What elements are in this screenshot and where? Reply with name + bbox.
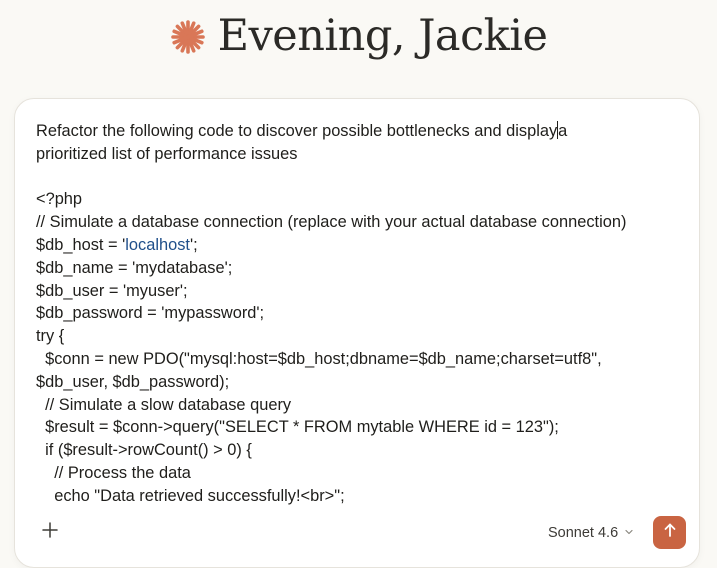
prompt-line: $db_name = 'mydatabase'; bbox=[36, 258, 233, 277]
prompt-line: try { bbox=[36, 327, 65, 346]
prompt-line bbox=[36, 166, 686, 189]
prompt-composer[interactable] bbox=[14, 98, 700, 568]
greeting-text: Evening, Jackie bbox=[217, 11, 548, 61]
arrow-up-icon bbox=[662, 522, 678, 543]
plus-icon bbox=[42, 522, 58, 543]
prompt-line: if ($result->rowCount() > 0) { bbox=[36, 441, 252, 460]
prompt-line: Refactor the following code to discover possible bottlenecks and displaya bbox=[36, 122, 568, 140]
prompt-line: $db_password = 'mypassword'; bbox=[36, 304, 265, 323]
prompt-line: $db_user, $db_password); bbox=[36, 372, 230, 391]
text-caret bbox=[557, 121, 558, 139]
prompt-line: <?php bbox=[36, 190, 83, 209]
chevron-down-icon bbox=[624, 525, 634, 541]
claude-spark-icon bbox=[170, 19, 206, 55]
prompt-line: $db_user = 'myuser'; bbox=[36, 281, 188, 300]
add-attachment-button[interactable] bbox=[37, 519, 63, 545]
greeting bbox=[0, 10, 717, 62]
prompt-line: // Simulate a slow database query bbox=[36, 395, 292, 414]
prompt-line: prioritized list of performance issues bbox=[36, 144, 298, 163]
model-label: Sonnet 4.6 bbox=[548, 525, 619, 541]
prompt-line: $conn = new PDO("mysql:host=$db_host;dbname=$db_name;charset=utf8", bbox=[36, 349, 602, 368]
prompt-line: echo "Data retrieved successfully!<br>"; bbox=[36, 486, 345, 505]
model-selector[interactable] bbox=[548, 522, 634, 544]
prompt-line: $result = $conn->query("SELECT * FROM mytable WHERE id = 123"); bbox=[36, 418, 559, 437]
prompt-line: $db_host = 'localhost'; bbox=[36, 235, 198, 254]
prompt-input[interactable] bbox=[36, 120, 686, 510]
prompt-line: // Process the data bbox=[36, 463, 191, 482]
send-button[interactable] bbox=[653, 516, 686, 549]
prompt-line: // Simulate a database connection (replace with your actual database connection) bbox=[36, 213, 627, 232]
